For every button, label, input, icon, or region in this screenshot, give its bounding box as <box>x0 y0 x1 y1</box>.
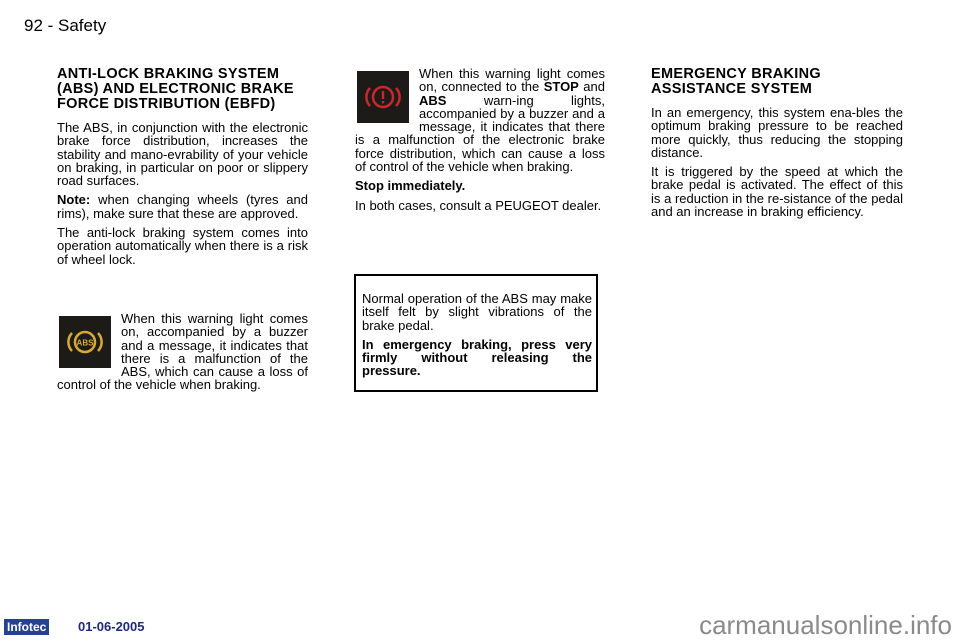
info-box-emphasis: In emergency braking, press very firmly without releasing the pressure. <box>362 336 592 379</box>
abs-warning-text: When this warning light comes on, accompanied by a buzzer and a message, it indicates that there is a malfunction of the ABS, which can cause a loss of control of the vehicle when braking. <box>57 310 308 393</box>
ebfd-text-1: When this warning light comes on, connected to the <box>419 66 605 95</box>
abs-label: ABS <box>419 92 447 108</box>
and-text: and <box>578 79 605 95</box>
watermark: carmanualsonline.info <box>699 610 952 640</box>
stop-label: STOP <box>543 79 579 95</box>
consult-dealer: In both cases, consult a PEUGEOT dealer. <box>355 197 602 213</box>
abs-paragraph: The ABS, in conjunction with the electronic brake force distribution, increases the stability and mano-evrability of your vehicle on braking, in particular on poor or slippery road surfaces. <box>57 120 308 189</box>
ebfd-warning-paragraph <box>355 67 605 173</box>
info-box-text: Normal operation of the ABS may make itself felt by slight vibrations of the brake pedal. <box>362 291 592 333</box>
ebfd-text-2: warn-ing lights, accompanied by a buzzer and a message, it indicates that there is a malfunction of the electronic brake force distribution, which can cause a loss of control of the vehicle when braking. <box>355 92 605 175</box>
note-paragraph <box>57 193 308 220</box>
infotec-logo: Infotec <box>4 619 49 635</box>
page-header: 92 - Safety <box>24 16 107 35</box>
stop-immediately: Stop immediately. <box>355 178 466 194</box>
emergency-paragraph-1: In an emergency, this system ena-bles the optimum braking pressure to be reached more quickly, thus reducing the stopping distance. <box>651 105 903 160</box>
brake-warning-light-icon <box>357 71 409 123</box>
svg-text:ABS: ABS <box>76 338 94 348</box>
column-emergency-braking <box>651 67 903 224</box>
info-box <box>354 274 598 392</box>
note-text: when changing wheels (tyres and rims), make sure that these are approved. <box>57 192 308 221</box>
section-title-emergency: EMERGENCY BRAKING ASSISTANCE SYSTEM <box>651 66 821 97</box>
column-ebfd-warning <box>355 67 605 218</box>
abs-operation-paragraph: The anti-lock braking system comes into operation automatically when there is a risk of wheel lock. <box>57 225 308 267</box>
emergency-paragraph-2: It is triggered by the speed at which the brake pedal is activated. The effect of this is a reduction in the re-sistance of the pedal and an increase in braking efficiency. <box>651 164 903 220</box>
section-title-abs: ANTI-LOCK BRAKING SYSTEM (ABS) AND ELECTRONIC BRAKE FORCE DISTRIBUTION (EBFD) <box>57 66 294 112</box>
note-label: Note: <box>57 192 91 208</box>
abs-warning-paragraph <box>57 312 308 392</box>
footer-date: 01-06-2005 <box>78 619 145 634</box>
column-abs <box>57 67 308 398</box>
abs-warning-light-icon <box>59 316 111 368</box>
